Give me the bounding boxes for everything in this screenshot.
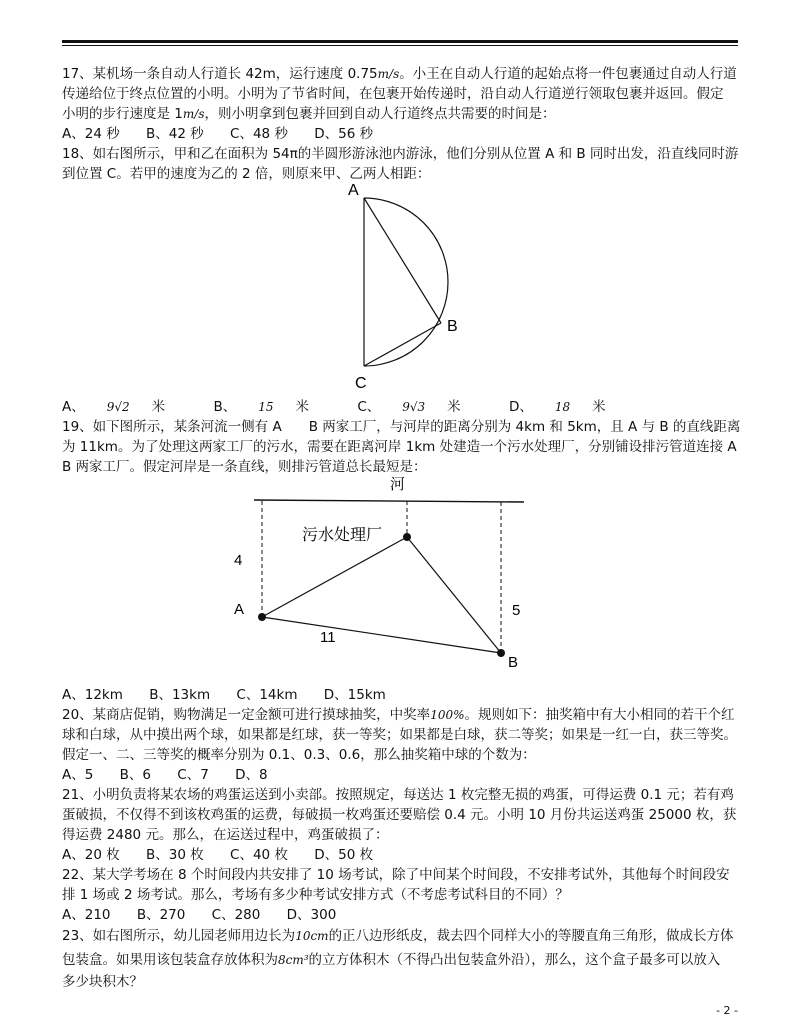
q18-options xyxy=(62,397,650,417)
q22-option-c: C、280 xyxy=(211,907,261,923)
q18-option-b: B、 15 米 xyxy=(213,399,310,415)
pipe-b xyxy=(407,537,501,653)
q17-walk-unit: m/s xyxy=(182,107,205,121)
segment-bc xyxy=(364,323,441,366)
q18-option-d: D、 18 米 xyxy=(508,399,606,415)
q17-speed-unit: m/s xyxy=(377,67,400,81)
page-number: - 2 - xyxy=(716,1004,738,1017)
plant-label: 污水处理厂 xyxy=(302,525,383,544)
q17-line1: 17、某机场一条自动人行道长 42m，运行速度 0.75m/s。小王在自动人行道的起始点将一件包裹通过自动人行道 xyxy=(62,66,737,82)
q19-option-a: A、12km xyxy=(62,687,123,703)
q20-line1: 20、某商店促销，购物满足一定金额可进行摸球抽奖，中奖率100%。规则如下：抽奖箱中有大小相同的若干个红 xyxy=(62,707,735,723)
q17-line3: 小明的步行速度是 1m/s，则小明拿到包裹并回到自动人行道终点共需要的时间是： xyxy=(62,106,556,122)
q21-option-c: C、40 枚 xyxy=(230,847,288,863)
river-label: 河 xyxy=(390,475,406,493)
q23-line2: 包装盒。如果用该包装盒存放体积为8cm³的立方体积木（不得凸出包装盒外沿），那么，这个盒子最多可以放入 xyxy=(62,952,721,968)
q20-line2: 球和白球，从中摸出两个球，如果都是红球，获一等奖；如果都是白球，获二等奖；如果是一红一白，获三等奖。 xyxy=(62,727,737,743)
q21-options xyxy=(62,845,395,865)
header-rule-thin xyxy=(62,45,738,46)
q20-option-b: B、6 xyxy=(119,767,151,783)
q17-option-b: B、42 秒 xyxy=(146,126,204,142)
q21-line1: 21、小明负责将某农场的鸡蛋运送到小卖部。按照规定，每送达 1 枚完整无损的鸡蛋，可得运费 0.1 元；若有鸡 xyxy=(62,787,734,803)
pipe-a xyxy=(262,537,407,617)
q18-line2: 到位置 C。若甲的速度为乙的 2 倍，则原来甲、乙两人相距： xyxy=(62,166,431,182)
q17-options xyxy=(62,124,395,144)
segment-ab xyxy=(262,617,501,653)
river-bank xyxy=(254,500,524,502)
q21-line2: 蛋破损，不仅得不到该枚鸡蛋的运费，每破损一枚鸡蛋还要赔偿 0.4 元。小明 10 月份共运送鸡蛋 25000 枚，获 xyxy=(62,807,737,823)
semicircle-arc xyxy=(364,198,448,366)
q20-option-c: C、7 xyxy=(177,767,209,783)
q23-line1: 23、如右图所示，幼儿园老师用边长为10cm的正八边形纸皮，裁去四个同样大小的等腰直角三角形，做成长方体 xyxy=(62,928,734,944)
q22-option-d: D、300 xyxy=(286,907,337,923)
point-plant xyxy=(403,533,411,541)
q23-line3: 多少块积木？ xyxy=(62,974,143,990)
q18-line1: 18、如右图所示，甲和乙在面积为 54π的半圆形游泳池内游泳，他们分别从位置 A 和 B 同时出发，沿直线同时游 xyxy=(62,146,739,162)
header-rule-thick xyxy=(62,40,738,43)
q19-option-c: C、14km xyxy=(236,687,298,703)
q20-line3: 假定一、二、三等奖的概率分别为 0.1、0.3、0.6，那么抽奖箱中球的个数为： xyxy=(62,747,536,763)
q19-river-figure xyxy=(220,470,540,680)
q20-rate: 100% xyxy=(430,708,465,722)
q21-option-b: B、30 枚 xyxy=(146,847,204,863)
dist-4: 4 xyxy=(234,552,243,569)
q19-option-b: B、13km xyxy=(149,687,211,703)
dist-11: 11 xyxy=(320,629,336,646)
q21-line3: 得运费 2480 元。那么，在运送过程中，鸡蛋破损了： xyxy=(62,827,389,843)
point-b xyxy=(497,649,505,657)
q22-option-b: B、270 xyxy=(136,907,186,923)
q18-option-c: C、 9√3 米 xyxy=(357,399,461,415)
q17-option-c: C、48 秒 xyxy=(230,126,288,142)
q18-semicircle-figure xyxy=(330,176,480,396)
label-a: A xyxy=(348,182,359,199)
q20-options xyxy=(62,765,290,785)
q22-line1: 22、某大学考场在 8 个时间段内共安排了 10 场考试，除了中间某个时间段，不安排考试外，其他每个时间段安 xyxy=(62,867,730,883)
q17-option-a: A、24 秒 xyxy=(62,126,120,142)
q21-option-d: D、50 枚 xyxy=(314,847,374,863)
q22-options xyxy=(62,905,358,925)
q23-side: 10cm xyxy=(295,929,329,943)
q19-options xyxy=(62,685,408,705)
q22-option-a: A、210 xyxy=(62,907,111,923)
q21-option-a: A、20 枚 xyxy=(62,847,120,863)
label-b: B xyxy=(508,654,519,671)
q17-line2: 传递给位于终点位置的小明。小明为了节省时间，在包裹开始传递时，沿自动人行道逆行领取包裹并返回。假定 xyxy=(62,86,724,102)
q19-option-d: D、15km xyxy=(323,687,386,703)
point-a xyxy=(258,613,266,621)
q18-option-a: A、 9√2 米 xyxy=(62,399,166,415)
q23-vol: 8cm³ xyxy=(278,953,309,967)
dist-5: 5 xyxy=(512,602,521,619)
q19-line1: 19、如下图所示，某条河流一侧有 A B 两家工厂，与河岸的距离分别为 4km 和 5km，且 A 与 B 的直线距离 xyxy=(62,419,741,435)
q22-line2: 排 1 场或 2 场考试。那么，考场有多少种考试安排方式（不考虑考试科目的不同）？ xyxy=(62,887,569,903)
q20-option-a: A、5 xyxy=(62,767,94,783)
q20-option-d: D、8 xyxy=(235,767,268,783)
q19-line2: 为 11km。为了处理这两家工厂的污水，需要在距离河岸 1km 处建造一个污水处理厂，分别铺设排污管道连接 A xyxy=(62,439,737,455)
label-a: A xyxy=(234,601,245,618)
label-b: B xyxy=(447,318,458,335)
q17-option-d: D、56 秒 xyxy=(314,126,374,142)
label-c: C xyxy=(355,375,367,392)
q19-line3: B 两家工厂。假定河岸是一条直线，则排污管道总长最短是： xyxy=(62,459,427,475)
segment-ab xyxy=(364,198,441,323)
